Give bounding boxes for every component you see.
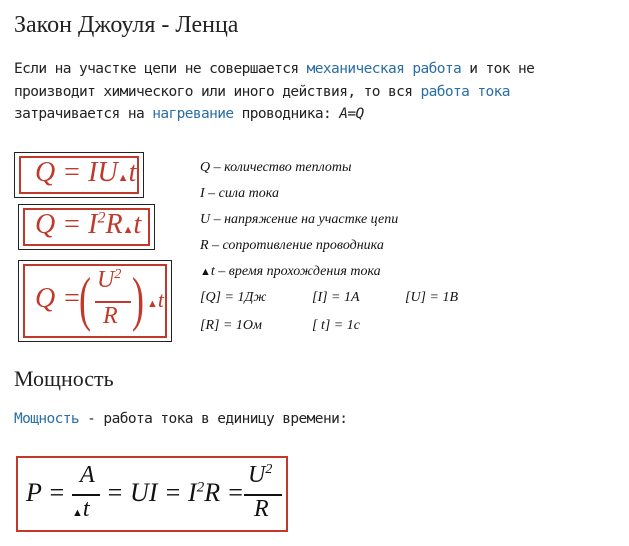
power-a: A xyxy=(80,462,95,488)
link-power[interactable]: Мощность xyxy=(14,411,80,427)
intro-text: Если на участке цепи не совершается xyxy=(14,61,307,77)
legend-q: Q – количество теплоты xyxy=(200,160,352,175)
unit-q: [Q] = 1Дж xyxy=(200,290,267,305)
fraction-denominator: R xyxy=(103,303,118,329)
unit-t: [ t] = 1c xyxy=(312,318,360,333)
power-p: P = xyxy=(26,478,66,507)
legend-u: U – напряжение на участке цепи xyxy=(200,212,399,227)
link-heating[interactable]: нагревание xyxy=(152,106,234,122)
power-r-den: R xyxy=(254,496,269,522)
unit-i: [I] = 1A xyxy=(312,290,360,305)
left-paren: ( xyxy=(79,266,91,332)
formula-box-2 xyxy=(18,204,155,250)
delta-icon: ▲ xyxy=(200,266,211,278)
power-u: $U^2$ xyxy=(248,462,273,488)
formula-box-1 xyxy=(14,152,144,198)
delta-icon: ▲ xyxy=(117,172,129,184)
intro-text: и ток не производит химического или иного действия, то вся xyxy=(14,61,535,100)
power-mid: = UI = $I^2R$ = xyxy=(106,478,245,507)
intro-paragraph xyxy=(14,58,614,126)
delta-icon: ▲ xyxy=(122,224,134,236)
power-formula-box xyxy=(16,456,288,532)
power-dt: ▲t xyxy=(72,496,90,522)
legend-i: I – сила тока xyxy=(200,186,279,201)
formula-3-t: ▲t xyxy=(147,287,165,312)
intro-formula: A=Q xyxy=(339,106,364,122)
delta-icon: ▲ xyxy=(147,298,158,310)
delta-icon: ▲ xyxy=(72,507,83,519)
unit-u: [U] = 1B xyxy=(405,290,459,305)
formula-2: $Q = I^2R▲t$ xyxy=(35,209,142,240)
fraction-numerator: $U^2$ xyxy=(97,267,122,293)
power-text: - работа тока в единицу времени: xyxy=(79,411,348,427)
legend-r: R – сопротивление проводника xyxy=(200,238,384,253)
legend-t: ▲t – время прохождения тока xyxy=(200,264,381,279)
intro-text: проводника: xyxy=(233,106,340,122)
formula-3-lhs: Q = xyxy=(35,283,82,314)
link-mechanical-work[interactable]: механическая работа xyxy=(306,61,462,77)
intro-text: затрачивается на xyxy=(14,106,153,122)
section-heading-power: Мощность xyxy=(14,366,114,391)
formula-1: Q = IU▲t xyxy=(35,157,137,188)
power-definition xyxy=(14,411,347,427)
right-paren: ) xyxy=(132,266,144,332)
page-title: Закон Джоуля - Ленца xyxy=(14,12,239,38)
link-current-work[interactable]: работа тока xyxy=(420,83,510,100)
unit-r: [R] = 1Ом xyxy=(200,318,262,333)
formula-box-3 xyxy=(18,260,172,342)
